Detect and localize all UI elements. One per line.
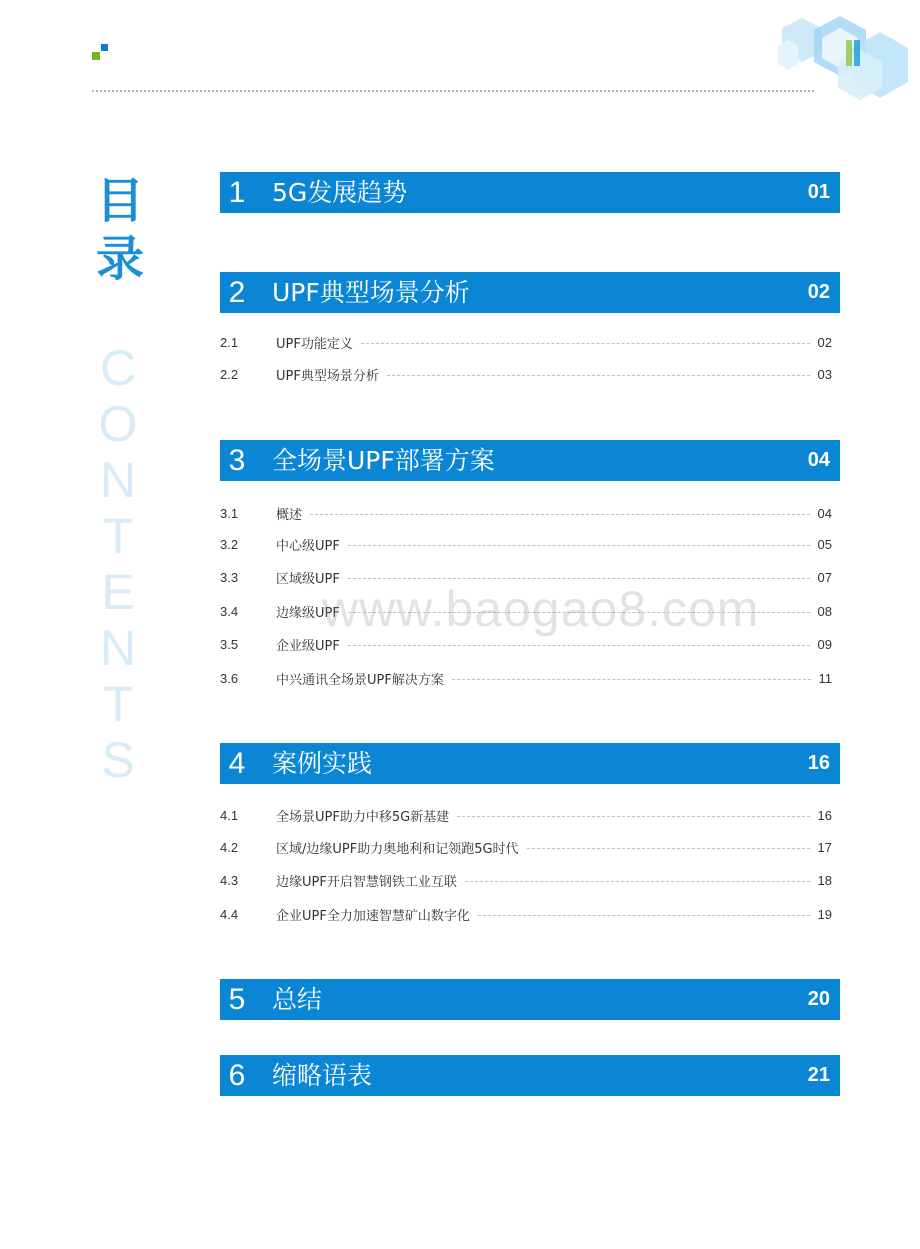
- toc-section-5[interactable]: [220, 979, 840, 1020]
- item-page: 02: [817, 334, 832, 350]
- section-number: 2: [228, 276, 246, 309]
- toc-item-4-3[interactable]: [220, 870, 832, 890]
- item-page: 05: [817, 536, 832, 552]
- toc-section-2[interactable]: [220, 272, 840, 313]
- section-number: 6: [228, 1059, 246, 1092]
- dot-leader: [527, 848, 810, 849]
- item-page: 16: [817, 807, 832, 823]
- title-letter: N: [99, 620, 137, 676]
- item-label: 边缘UPF开启智慧钢铁工业互联: [276, 874, 457, 890]
- title-letter: T: [102, 676, 134, 732]
- item-label: UPF功能定义: [276, 336, 353, 352]
- item-page: 08: [817, 603, 832, 619]
- title-letter: N: [99, 452, 137, 508]
- item-number: 3.5: [220, 636, 239, 652]
- dot-leader: [387, 375, 810, 376]
- toc-section-6[interactable]: [220, 1055, 840, 1096]
- title-letter: T: [102, 508, 134, 564]
- section-number: 4: [228, 747, 246, 780]
- section-title: UPF典型场景分析: [272, 278, 470, 307]
- item-label: 概述: [276, 507, 303, 523]
- item-number: 3.3: [220, 569, 239, 585]
- item-page: 19: [817, 906, 832, 922]
- item-page: 07: [817, 569, 832, 585]
- item-page: 04: [817, 505, 832, 521]
- title-letter: E: [101, 564, 135, 620]
- item-page: 17: [817, 839, 832, 855]
- section-title: 案例实践: [272, 749, 373, 778]
- title-char: 录: [95, 231, 144, 287]
- section-title: 5G发展趋势: [272, 178, 408, 207]
- section-number: 3: [228, 444, 246, 477]
- toc-item-3-2[interactable]: [220, 534, 832, 554]
- header-divider: [92, 90, 814, 92]
- section-page: 01: [807, 181, 830, 203]
- item-number: 3.2: [220, 536, 239, 552]
- item-page: 09: [817, 636, 832, 652]
- dot-leader: [348, 645, 810, 646]
- item-number: 4.3: [220, 872, 239, 888]
- dot-leader: [465, 881, 810, 882]
- title-letter: S: [101, 732, 135, 788]
- item-number: 2.2: [220, 366, 239, 382]
- section-title: 总结: [272, 985, 323, 1014]
- toc-section-4[interactable]: [220, 743, 840, 784]
- item-label: 全场景UPF助力中移5G新基建: [276, 809, 450, 825]
- dot-leader: [478, 915, 810, 916]
- item-number: 3.6: [220, 670, 239, 686]
- hexagon-decoration-icon: [762, 10, 920, 110]
- page-title-cn: [90, 172, 150, 288]
- toc-item-4-1[interactable]: [220, 805, 832, 825]
- item-label: 区域/边缘UPF助力奥地利和记领跑5G时代: [276, 841, 519, 857]
- dot-leader: [310, 514, 810, 515]
- item-number: 4.4: [220, 906, 239, 922]
- item-label: 企业级UPF: [276, 638, 340, 654]
- item-label: 区域级UPF: [276, 571, 340, 587]
- toc-section-1[interactable]: [220, 172, 840, 213]
- toc-item-2-2[interactable]: [220, 364, 832, 384]
- item-page: 11: [818, 670, 832, 686]
- title-letter: O: [98, 396, 138, 452]
- toc-item-4-2[interactable]: [220, 837, 832, 857]
- item-page: 18: [817, 872, 832, 888]
- section-title: 全场景UPF部署方案: [272, 446, 495, 475]
- section-page: 02: [807, 281, 830, 303]
- section-page: 16: [807, 752, 830, 774]
- dot-leader: [452, 679, 811, 680]
- item-number: 4.1: [220, 807, 239, 823]
- watermark-text: www.baogao8.com: [322, 581, 760, 637]
- item-number: 4.2: [220, 839, 239, 855]
- section-page: 04: [807, 449, 830, 471]
- item-label: 边缘级UPF: [276, 605, 340, 621]
- brand-logo-icon: [92, 44, 112, 64]
- dot-leader: [348, 578, 810, 579]
- dot-leader: [348, 545, 810, 546]
- section-number: 1: [228, 176, 246, 209]
- toc-item-2-1[interactable]: [220, 332, 832, 352]
- section-page: 21: [807, 1064, 830, 1086]
- section-number: 5: [228, 983, 246, 1016]
- section-page: 20: [807, 988, 830, 1010]
- item-label: 中心级UPF: [276, 538, 340, 554]
- title-letter: C: [99, 340, 137, 396]
- toc-item-3-6[interactable]: [220, 668, 832, 688]
- dot-leader: [361, 343, 810, 344]
- item-number: 2.1: [220, 334, 239, 350]
- item-label: UPF典型场景分析: [276, 368, 379, 384]
- dot-leader: [457, 816, 809, 817]
- page-title-en: [88, 340, 148, 788]
- toc-item-4-4[interactable]: [220, 904, 832, 924]
- toc-section-3[interactable]: [220, 440, 840, 481]
- item-page: 03: [817, 366, 832, 382]
- title-char: 目: [95, 173, 144, 229]
- toc-item-3-1[interactable]: [220, 503, 832, 523]
- item-label: 中兴通讯全场景UPF解决方案: [276, 672, 444, 688]
- item-number: 3.1: [220, 505, 239, 521]
- item-label: 企业UPF全力加速智慧矿山数字化: [276, 908, 470, 924]
- item-number: 3.4: [220, 603, 239, 619]
- section-title: 缩略语表: [272, 1061, 373, 1090]
